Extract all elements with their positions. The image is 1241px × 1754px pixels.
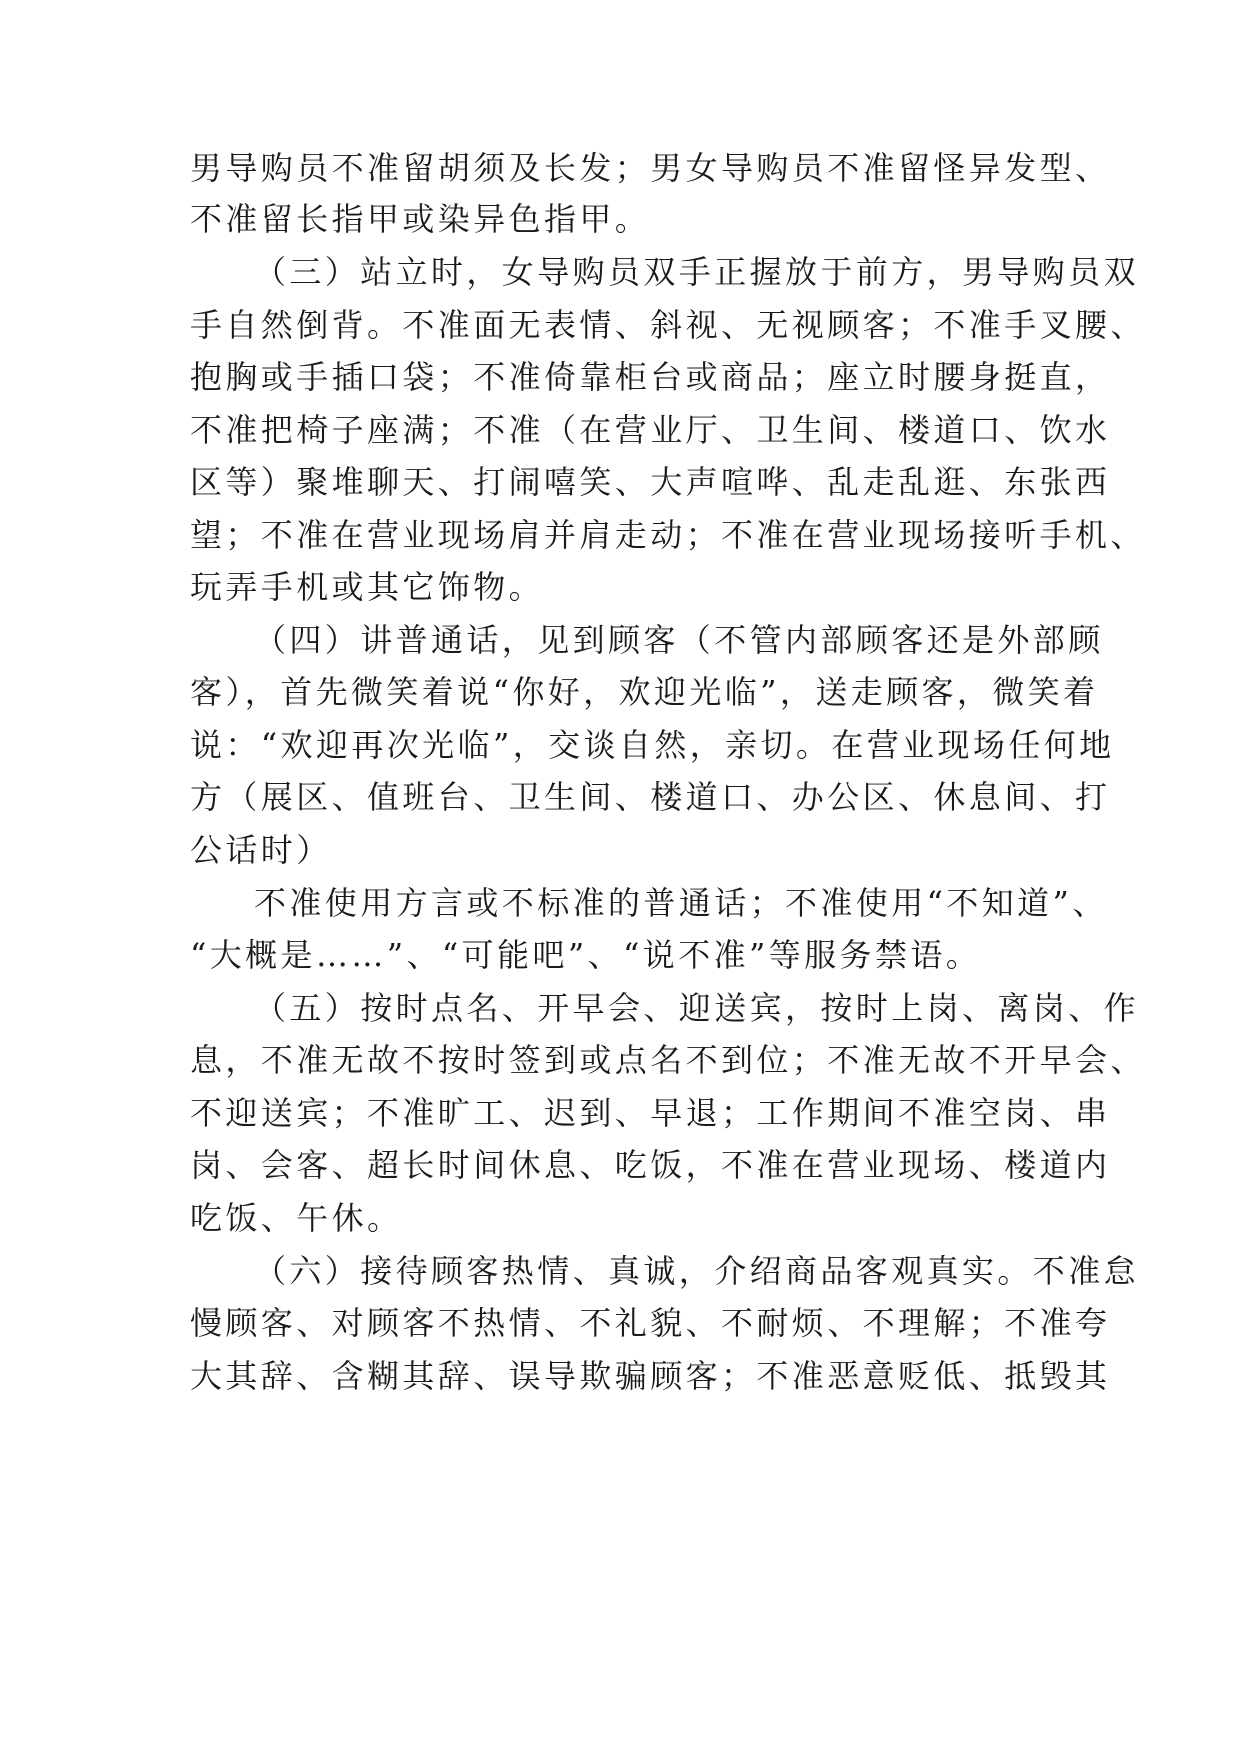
text-line: 望；不准在营业现场肩并肩走动；不准在营业现场接听手机、	[190, 516, 1146, 554]
text-line: 吃饭、午休。	[190, 1199, 403, 1237]
text-line: 玩弄手机或其它饰物。	[190, 568, 545, 606]
text-line: 不准使用方言或不标准的普通话；不准使用“不知道”、	[254, 884, 1108, 922]
text-line: 岗、会客、超长时间休息、吃饭，不准在营业现场、楼道内	[190, 1146, 1111, 1184]
text-line: 慢顾客、对顾客不热情、不礼貌、不耐烦、不理解；不准夸	[190, 1304, 1111, 1342]
paragraph-heading-6: （六）接待顾客热情、真诚，介绍商品客观真实。不准怠	[254, 1252, 1140, 1290]
paragraph-heading-4: （四）讲普通话，见到顾客（不管内部顾客还是外部顾	[254, 621, 1104, 659]
text-line: 客），首先微笑着说“你好，欢迎光临”，送走顾客，微笑着	[190, 673, 1099, 711]
text-line: 抱胸或手插口袋；不准倚靠柜台或商品；座立时腰身挺直，	[190, 358, 1111, 396]
text-line: 不准把椅子座满；不准（在营业厅、卫生间、楼道口、饮水	[190, 411, 1111, 449]
paragraph-heading-5: （五）按时点名、开早会、迎送宾，按时上岗、离岗、作	[254, 989, 1140, 1027]
text-line: 方（展区、值班台、卫生间、楼道口、办公区、休息间、打	[190, 778, 1111, 816]
text-line: 息，不准无故不按时签到或点名不到位；不准无故不开早会、	[190, 1041, 1146, 1079]
text-line: 不迎送宾；不准旷工、迟到、早退；工作期间不准空岗、串	[190, 1094, 1111, 1132]
text-line: 不准留长指甲或染异色指甲。	[190, 200, 651, 238]
paragraph-heading-3: （三）站立时，女导购员双手正握放于前方，男导购员双	[254, 253, 1140, 291]
text-line: 男导购员不准留胡须及长发；男女导购员不准留怪异发型、	[190, 149, 1111, 187]
text-line: 说：“欢迎再次光临”，交谈自然，亲切。在营业现场任何地	[190, 726, 1115, 764]
text-line: 大其辞、含糊其辞、误导欺骗顾客；不准恶意贬低、抵毁其	[190, 1357, 1111, 1395]
text-line: “大概是……”、“可能吧”、“说不准”等服务禁语。	[190, 936, 982, 974]
text-line: 公话时）	[190, 831, 332, 869]
text-line: 区等）聚堆聊天、打闹嘻笑、大声喧哗、乱走乱逛、东张西	[190, 463, 1111, 501]
text-line: 手自然倒背。不准面无表情、斜视、无视顾客；不准手叉腰、	[190, 306, 1146, 344]
